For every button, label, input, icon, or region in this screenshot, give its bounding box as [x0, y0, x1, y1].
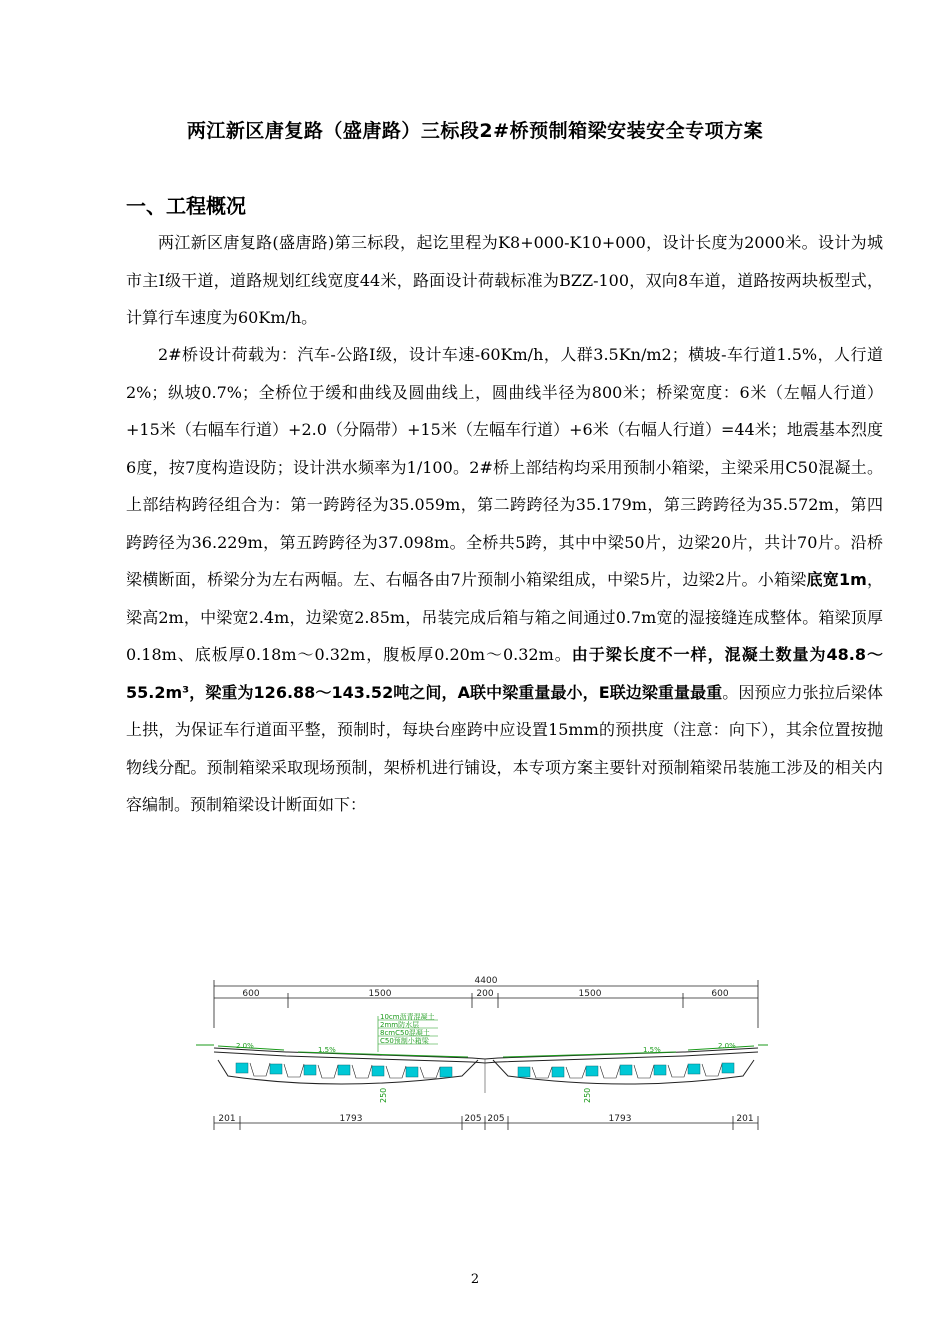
paragraph-text: 两江新区唐复路(盛唐路)第三标段，起讫里程为K8+000-K10+000，设计长度为2000米。设计为城市主Ⅰ级干道，道路规划红线宽度44米，路面设计荷载标准为BZZ-100，双向8车道，道路按两块板型式，计算行车速度为60Km/h。: [126, 233, 883, 327]
bridge-cross-section-figure: [188, 968, 768, 1138]
dim-total-width: 4400: [474, 976, 498, 986]
dim-bottom-1: 201: [218, 1114, 236, 1124]
text-run: 2#桥设计荷载为：汽车-公路Ⅰ级，设计车速-60Km/h，人群3.5Kn/m2；横坡-车行道1.5%，人行道2%；纵坡0.7%；全桥位于缓和曲线及圆曲线上，圆曲线半径为800米；桥梁宽度：6米（左幅人行道）+15米（右幅车行道）+2.0（分隔带）+15米（左幅车行道）+6米（右幅人行道）=44米；地震基本烈度6度，按7度构造设防；设计洪水频率为1/100。2#桥上部结构均采用预制小箱梁，主梁采用C50混凝土。上部结构跨径组合为：第一跨跨径为35.059m，第二跨跨径为35.179m，第三跨跨径为35.572m，第四跨跨径为36.229m，第五跨跨径为37.098m。全桥共5跨，其中中梁50片，边梁20片，共计70片。沿桥梁横断面，桥梁分为左右两幅。左、右幅各由7片预制小箱梁组成，中梁5片，边梁2片。小箱梁: [126, 345, 883, 589]
dim-top-3: 200: [476, 989, 494, 999]
text-run: ，梁高2m，中梁宽2.4m，边梁宽2.85m，吊装完成后箱与箱之间通过0.7m宽的湿接缝连成整体。箱梁顶厚0.18m、底板厚0.18m～0.32m，腹板厚0.20m～0.32m。: [126, 570, 883, 664]
height-label-right: 250: [583, 1087, 592, 1103]
layer-label-1: 10cm沥青混凝土: [380, 1013, 435, 1021]
bold-text-run: 底宽1m: [806, 570, 867, 589]
dim-bottom-2: 1793: [339, 1114, 363, 1124]
dim-top-2: 1500: [368, 989, 392, 999]
page-number: 2: [470, 1272, 480, 1287]
layer-label-3: 8cmC50混凝土: [380, 1029, 430, 1037]
slope-label-right-road: 1.5%: [643, 1046, 661, 1054]
dim-top-1: 600: [242, 989, 260, 999]
bold-text-run: 由于梁长度不一样，混凝土数量为48.8～55.2m³，梁重为126.88～143.52吨之间，A联中梁重量最小，E联边梁重量最重: [126, 645, 883, 702]
text-run: 。因预应力张拉后梁体上拱，为保证车行道面平整，预制时，每块台座跨中应设置15mm的预拱度（注意：向下），其余位置按抛物线分配。预制箱梁采取现场预制，架桥机进行铺设，本专项方案主要针对预制箱梁吊装施工涉及的相关内容编制。预制箱梁设计断面如下：: [126, 682, 883, 814]
paragraph-project-overview: [126, 224, 883, 337]
dim-bottom-4: 205: [487, 1114, 505, 1124]
dim-bottom-6: 201: [736, 1114, 754, 1124]
dim-top-5: 600: [711, 989, 729, 999]
paragraph-text: [126, 336, 883, 824]
layer-label-4: C50预制小箱梁: [380, 1037, 429, 1045]
dim-top-4: 1500: [578, 989, 602, 999]
slope-label-left-walk: 2.0%: [236, 1042, 254, 1050]
dim-bottom-3: 205: [464, 1114, 482, 1124]
slope-label-right-walk: 2.0%: [718, 1042, 736, 1050]
dim-bottom-5: 1793: [608, 1114, 632, 1124]
height-label-left: 250: [379, 1087, 388, 1103]
paragraph-bridge-details: [126, 336, 883, 824]
section-heading: 一、工程概况: [126, 194, 246, 218]
document-title: 两江新区唐复路（盛唐路）三标段2#桥预制箱梁安装安全专项方案: [186, 120, 764, 142]
slope-label-left-road: 1.5%: [318, 1046, 336, 1054]
layer-label-2: 2mm防水层: [380, 1021, 420, 1029]
